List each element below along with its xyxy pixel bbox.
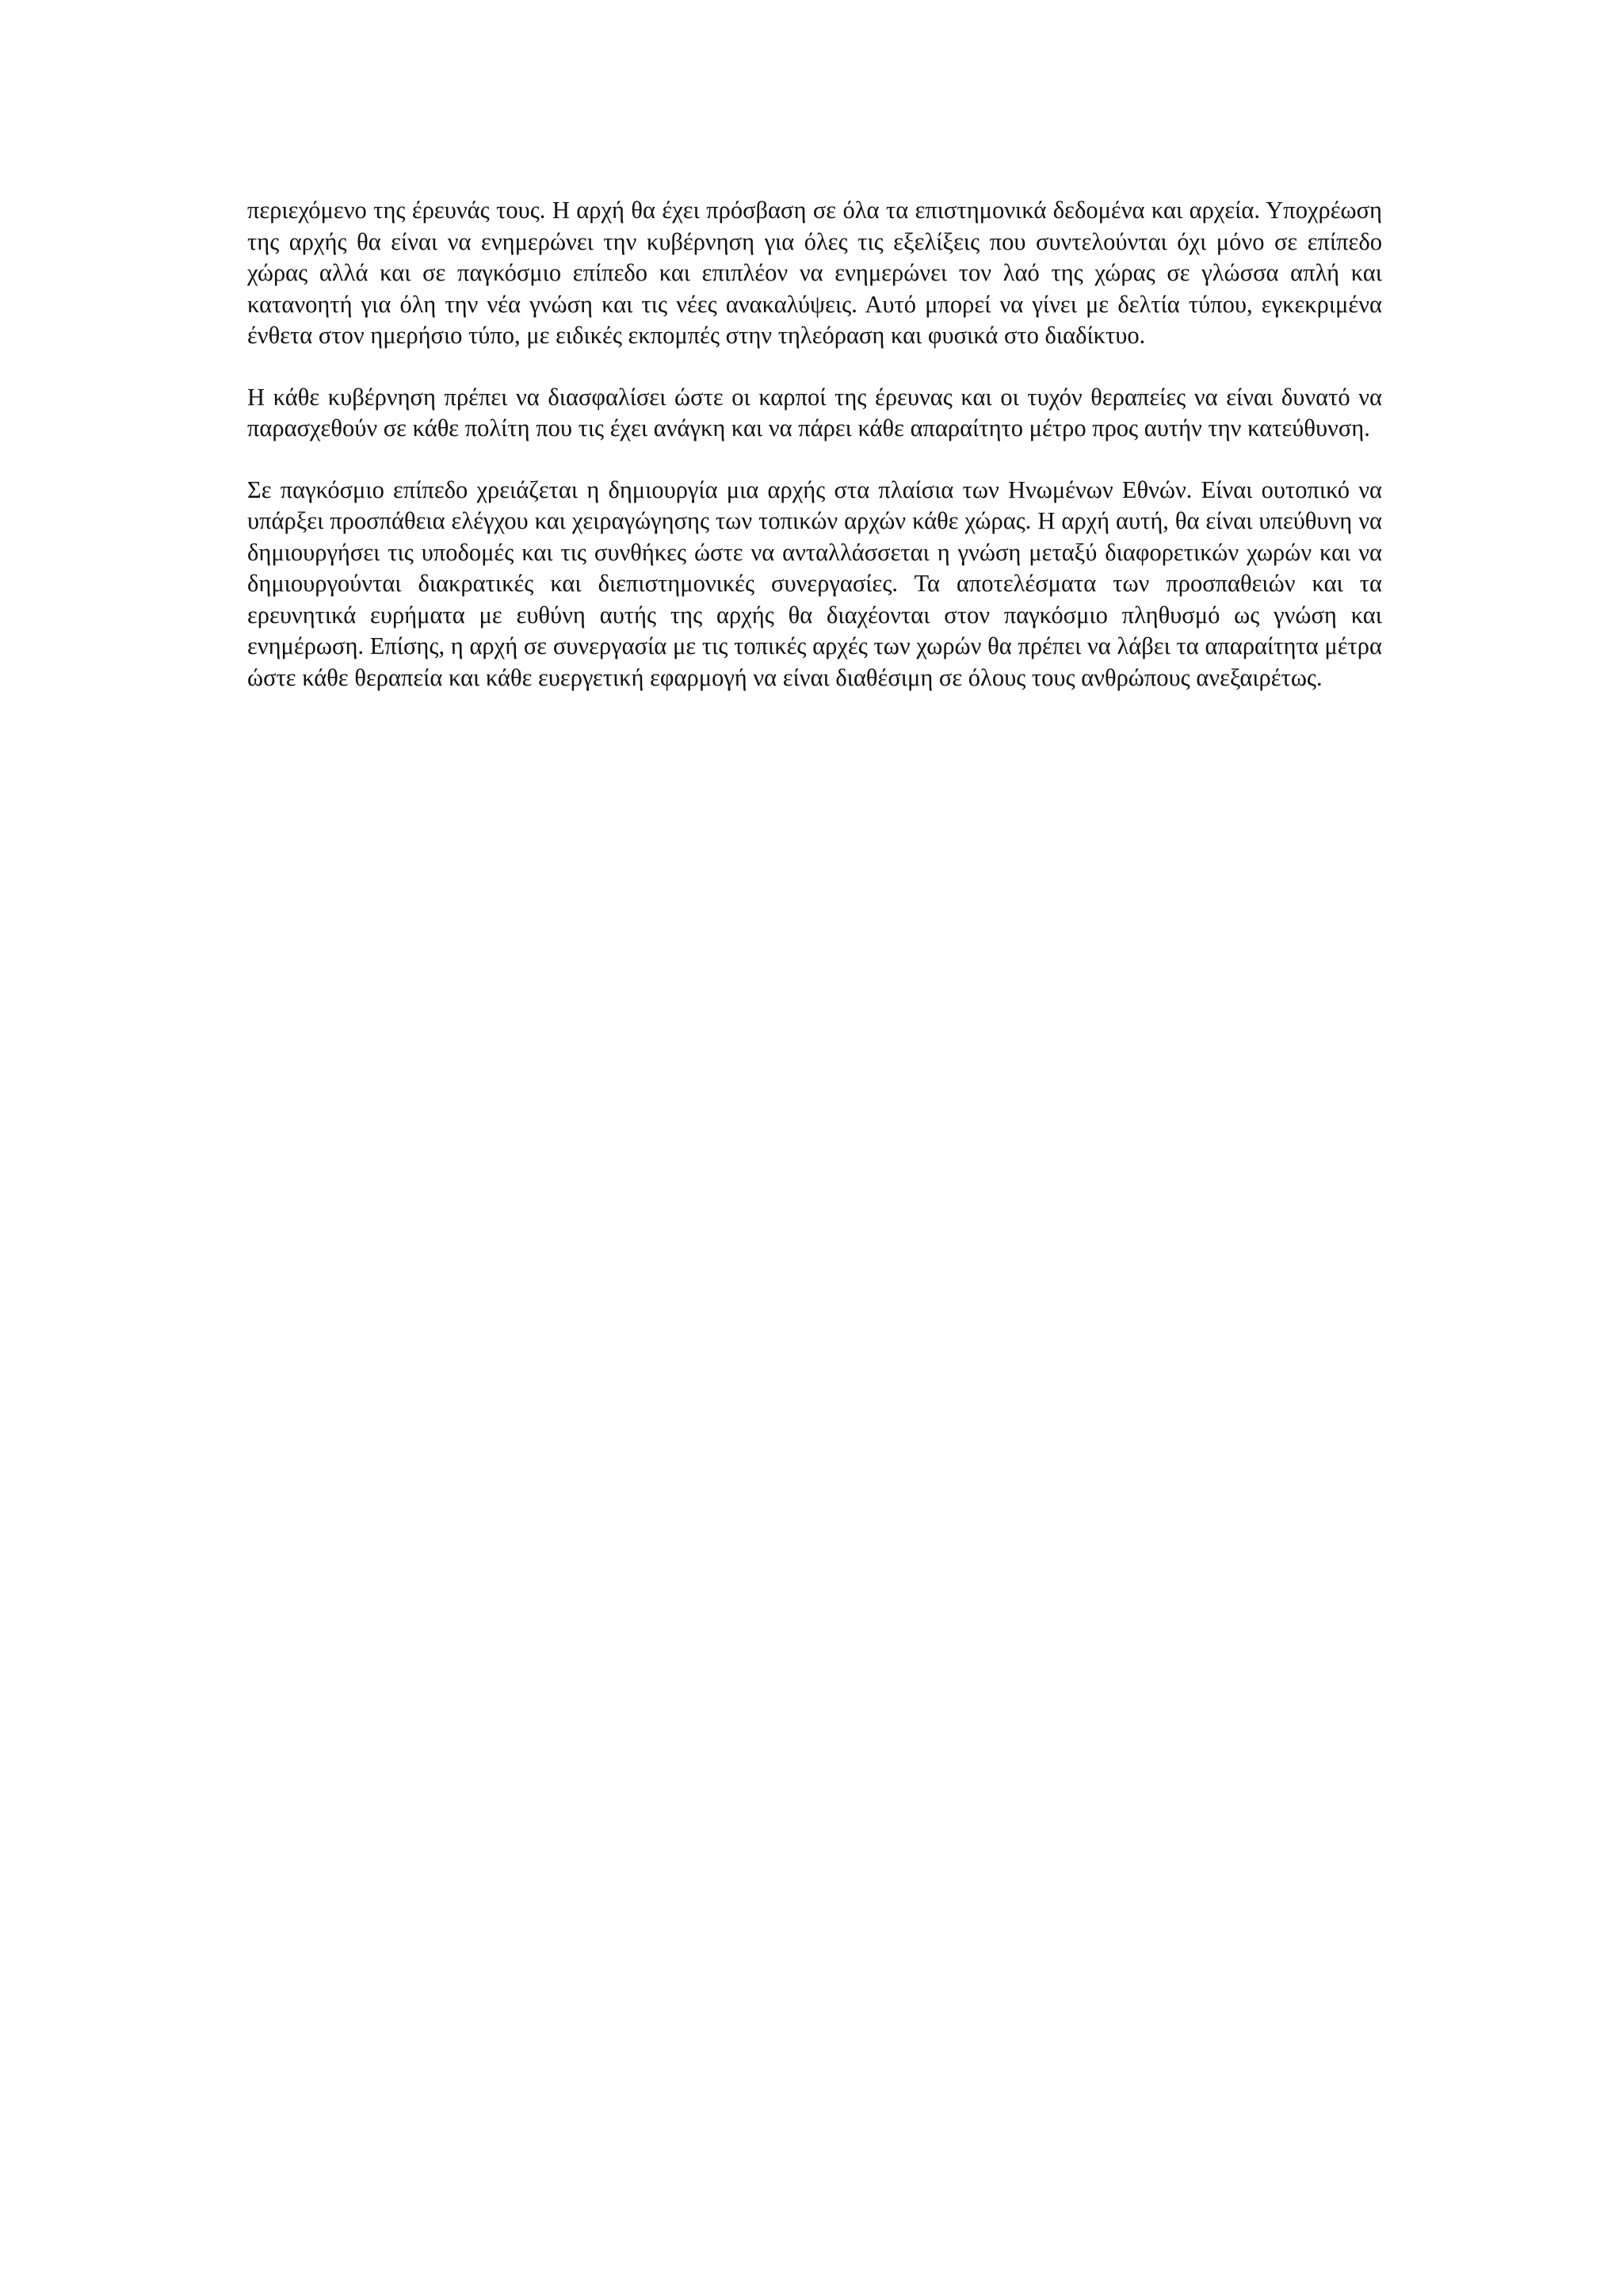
paragraph-government-duty: Η κάθε κυβέρνηση πρέπει να διασφαλίσει ώστε οι καρποί της έρευνας και οι τυχόν θεραπείες να είναι δυνατό να παρασχεθούν σε κάθε πολίτη που τις έχει ανάγκη και να πάρει κάθε απαραίτητο μέτρο προς αυτήν την κατεύθυνση. (247, 383, 1382, 441)
document-body (247, 195, 1382, 693)
paragraph-research-authority: περιεχόμενο της έρευνάς τους. Η αρχή θα έχει πρόσβαση σε όλα τα επιστημονικά δεδομένα και αρχεία. Υποχρέωση της αρχής θα είναι να ενημερώνει την κυβέρνηση για όλες τις εξελίξεις που συντελούνται όχι μόνο σε επίπεδο χώρας αλλά και σε παγκόσμιο επίπεδο και επιπλέον να ενημερώνει τον λαό της χώρας σε γλώσσα απλή και κατανοητή για όλη την νέα γνώση και τις νέες ανακαλύψεις. Αυτό μπορεί να γίνει με δελτία τύπου, εγκεκριμένα ένθετα στον ημερήσιο τύπο, με ειδικές εκπομπές στην τηλεόραση και φυσικά στο διαδίκτυο. (247, 197, 1382, 349)
paragraph-global-authority: Σε παγκόσμιο επίπεδο χρειάζεται η δημιουργία μια αρχής στα πλαίσια των Ηνωμένων Εθνών. Είναι ουτοπικό να υπάρξει προσπάθεια ελέγχου και χειραγώγησης των τοπικών αρχών κάθε χώρας. Η αρχή αυτή, θα είναι υπεύθυνη να δημιουργήσει τις υποδομές και τις συνθήκες ώστε να ανταλλάσσεται η γνώση μεταξύ διαφορετικών χωρών και να δημιουργούνται διακρατικές και διεπιστημονικές συνεργασίες. Τα αποτελέσματα των προσπαθειών και τα ερευνητικά ευρήματα με ευθύνη αυτής της αρχής θα διαχέονται στον παγκόσμιο πληθυσμό ως γνώση και ενημέρωση. Επίσης, η αρχή σε συνεργασία με τις τοπικές αρχές των χωρών θα πρέπει να λάβει τα απαραίτητα μέτρα ώστε κάθε θεραπεία και κάθε ευεργετική εφαρμογή να είναι διαθέσιμη σε όλους τους ανθρώπους ανεξαιρέτως. (247, 476, 1382, 691)
